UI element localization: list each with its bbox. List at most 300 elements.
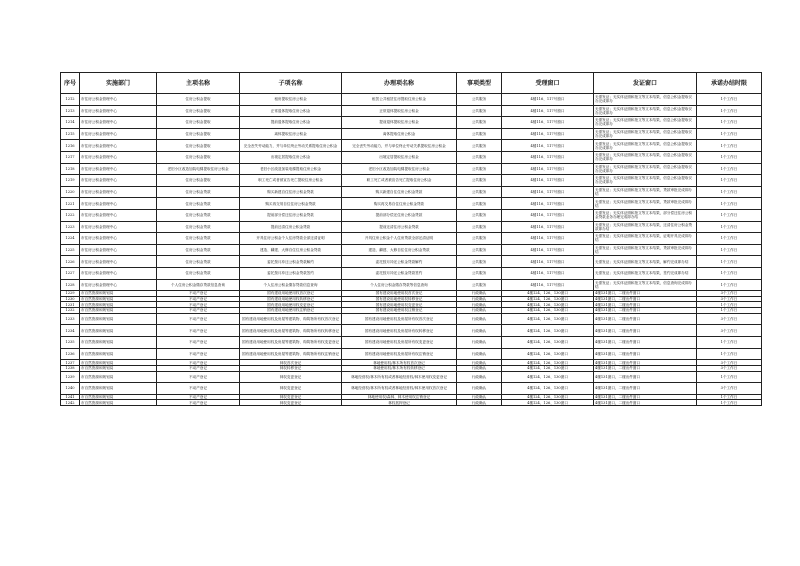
row-time-limit-cell: 1个工作日	[697, 348, 762, 360]
row-receive-window-cell: 4楼124、126、130窗口	[502, 394, 594, 400]
col-header-type: 事项类型	[457, 73, 502, 94]
row-time-limit-cell: 1个工作日	[697, 400, 762, 406]
row-cert-window-cell: 4楼131窗口，二楼出件窗口	[594, 337, 697, 349]
row-cert-window-cell: 无需发证；无实体证照和批文等文本结果，信息公积金提取仅办完成即办	[594, 163, 697, 175]
row-sub-item-cell: 国有建设用地使用权变更登记	[240, 302, 342, 308]
row-main-item-cell: 不动产登记	[157, 371, 240, 383]
row-time-limit-cell: 3个工作日	[697, 383, 762, 395]
row-sub-item-cell: 国有建设用地使用权及房屋等建筑物、构筑物所有权注销登记	[240, 348, 342, 360]
row-sub-item-cell: 正常退休提取住房公积金	[240, 105, 342, 117]
table-row	[61, 140, 762, 152]
row-no-cell: 1228	[61, 279, 80, 291]
row-sub-item-cell: 林权变更登记	[240, 371, 342, 383]
row-time-limit-cell: 3个工作日	[697, 365, 762, 371]
row-sub-item-cell: 国有建设用地使用权及房屋等建筑物、构筑物所有权首次登记	[240, 313, 342, 325]
row-no-cell: 1235	[61, 337, 80, 349]
row-main-item-cell: 不动产登记	[157, 360, 240, 366]
row-dept-cell: 市自然资源和规划局	[80, 348, 157, 360]
row-handling-item-cell: 租赁公共租赁住房提取住房公积金	[342, 94, 457, 106]
row-cert-window-cell: 4楼131窗口，二楼出件窗口	[594, 325, 697, 337]
row-cert-window-cell: 4楼131窗口，二楼出件窗口	[594, 308, 697, 314]
row-receive-window-cell: 4楼124、126、130窗口	[502, 360, 594, 366]
row-receive-window-cell: 4楼116、117号窗口	[502, 151, 594, 163]
row-receive-window-cell: 4楼124、126、130窗口	[502, 400, 594, 406]
row-dept-cell: 市自然资源和规划局	[80, 302, 157, 308]
row-receive-window-cell: 4楼124、126、130窗口	[502, 308, 594, 314]
row-time-limit-cell: 3个工作日	[697, 360, 762, 366]
row-dept-cell: 市自然资源和规划局	[80, 296, 157, 302]
row-time-limit-cell: 1个工作日	[697, 337, 762, 349]
row-handling-item-cell: 林地使用权/林木所有权首次登记	[342, 360, 457, 366]
row-sub-item-cell: 建造、翻建、大修自住住房公积金贷款	[240, 244, 342, 256]
row-main-item-cell: 住房公积金贷款	[157, 209, 240, 221]
row-sub-item-cell: 提前还清住房公积金贷款	[240, 221, 342, 233]
row-handling-item-cell: 国有建设用地使用权及房屋所有权转移登记	[342, 325, 457, 337]
row-time-limit-cell: 1个工作日	[697, 198, 762, 210]
row-handling-item-cell: 林地使用权/森林、林木使用权注销登记	[342, 394, 457, 400]
row-time-limit-cell: 3个工作日	[697, 291, 762, 297]
row-time-limit-cell: 1个工作日	[697, 209, 762, 221]
row-time-limit-cell: 1个工作日	[697, 302, 762, 308]
table-row	[61, 128, 762, 140]
table-row	[61, 163, 762, 175]
row-type-cell: 公共服务	[457, 163, 502, 175]
row-time-limit-cell: 1个工作日	[697, 151, 762, 163]
row-receive-window-cell: 4楼124、126、130窗口	[502, 302, 594, 308]
row-handling-item-cell: 离休提取住房公积金	[342, 128, 457, 140]
row-sub-item-cell: 提前部分偿还住房公积金贷款	[240, 209, 342, 221]
table-row	[61, 94, 762, 106]
row-type-cell: 行政确认	[457, 308, 502, 314]
row-no-cell: 1240	[61, 383, 80, 395]
col-header-time-limit: 承诺办结时限	[697, 73, 762, 94]
row-type-cell: 行政确认	[457, 348, 502, 360]
row-main-item-cell: 住房公积金贷款	[157, 233, 240, 245]
row-no-cell: 1229	[61, 291, 80, 297]
row-handling-item-cell: 国有建设用地使用权变更登记	[342, 302, 457, 308]
row-handling-item-cell: 林地经营权/林木所有权或者林地经营权/林木使用权变更登记	[342, 371, 457, 383]
row-sub-item-cell: 国有建设用地使用权及房屋等建筑物、构筑物所有权变更登记	[240, 337, 342, 349]
row-cert-window-cell: 无需发证；无实体证照和批文等文本结果，贷款审批完成即办结	[594, 198, 697, 210]
col-header-receive-window: 受理窗口	[502, 73, 594, 94]
row-cert-window-cell: 4楼131窗口，二楼出件窗口	[594, 291, 697, 297]
row-handling-item-cell: 国有建设用地使用权及房屋所有权变更登记	[342, 337, 457, 349]
row-type-cell: 公共服务	[457, 140, 502, 152]
row-cert-window-cell: 4楼131窗口，二楼出件窗口	[594, 365, 697, 371]
row-handling-item-cell: 个人住房公积金缴存贷款等信息查询	[342, 279, 457, 291]
row-time-limit-cell: 1个工作日	[697, 308, 762, 314]
row-cert-window-cell: 4楼131窗口，二楼出件窗口	[594, 302, 697, 308]
row-main-item-cell: 住房公积金提取	[157, 117, 240, 129]
row-cert-window-cell: 4楼131窗口，二楼出件窗口	[594, 394, 697, 400]
row-time-limit-cell: 1个工作日	[697, 221, 762, 233]
row-dept-cell: 市住房公积金管理中心	[80, 163, 157, 175]
row-receive-window-cell: 4楼116、117号窗口	[502, 140, 594, 152]
row-sub-item-cell: 国有建设用地使用权首次登记	[240, 291, 342, 297]
row-receive-window-cell: 4楼124、126、130窗口	[502, 348, 594, 360]
row-handling-item-cell: 国有建设用地使用权及房屋所有权首次登记	[342, 313, 457, 325]
row-dept-cell: 市自然资源和规划局	[80, 360, 157, 366]
table-row	[61, 279, 762, 291]
row-receive-window-cell: 4楼116、117号窗口	[502, 244, 594, 256]
row-handling-item-cell: 提前退休提取住房公积金	[342, 117, 457, 129]
row-dept-cell: 市住房公积金管理中心	[80, 128, 157, 140]
row-time-limit-cell: 1个工作日	[697, 394, 762, 400]
row-time-limit-cell: 1个工作日	[697, 371, 762, 383]
row-type-cell: 公共服务	[457, 221, 502, 233]
table-row	[61, 325, 762, 337]
row-type-cell: 行政确认	[457, 337, 502, 349]
row-type-cell: 公共服务	[457, 256, 502, 268]
row-main-item-cell: 老旧小区改造加装电梯提取住房公积金	[157, 163, 240, 175]
row-time-limit-cell: 1个工作日	[697, 128, 762, 140]
row-main-item-cell: 住房公积金提取	[157, 140, 240, 152]
row-time-limit-cell: 1个工作日	[697, 140, 762, 152]
row-no-cell: 1215	[61, 128, 80, 140]
row-handling-item-cell: 出境定居提取住房公积金	[342, 151, 457, 163]
row-dept-cell: 市住房公积金管理中心	[80, 151, 157, 163]
row-sub-item-cell: 职工死亡或者被宣告死亡提取住房公积金	[240, 175, 342, 187]
row-type-cell: 公共服务	[457, 117, 502, 129]
row-type-cell: 公共服务	[457, 233, 502, 245]
row-handling-item-cell: 国有建设用地使用权转移登记	[342, 296, 457, 302]
row-no-cell: 1222	[61, 209, 80, 221]
row-sub-item-cell: 林权变更登记	[240, 394, 342, 400]
row-receive-window-cell: 4楼124、126、130窗口	[502, 383, 594, 395]
row-no-cell: 1242	[61, 400, 80, 406]
row-main-item-cell: 住房公积金贷款	[157, 186, 240, 198]
row-handling-item-cell: 委托按月冲还公积金贷款解约	[342, 256, 457, 268]
row-cert-window-cell: 4楼131窗口，二楼出件窗口	[594, 348, 697, 360]
row-no-cell: 1217	[61, 151, 80, 163]
row-cert-window-cell: 无需发证；无实体证照和批文等文本结果，信息公积金提取仅办完成即办	[594, 151, 697, 163]
table-row	[61, 221, 762, 233]
row-handling-item-cell: 委托按月冲还公积金贷款签约	[342, 267, 457, 279]
row-handling-item-cell: 林地使用权/林木所有权转移登记	[342, 365, 457, 371]
table-row	[61, 233, 762, 245]
row-no-cell: 1226	[61, 256, 80, 268]
table-body	[61, 94, 762, 406]
row-cert-window-cell: 无需发证；无实体证照和批文等文本结果，签约完成即办结	[594, 267, 697, 279]
row-receive-window-cell: 4楼116、117号窗口	[502, 186, 594, 198]
row-no-cell: 1239	[61, 371, 80, 383]
row-type-cell: 公共服务	[457, 198, 502, 210]
row-main-item-cell: 住房公积金提取	[157, 94, 240, 106]
row-dept-cell: 市自然资源和规划局	[80, 365, 157, 371]
row-sub-item-cell: 委托按月冲还公积金贷款解约	[240, 256, 342, 268]
table-row	[61, 175, 762, 187]
table-row	[61, 267, 762, 279]
table-row	[61, 151, 762, 163]
row-main-item-cell: 不动产登记	[157, 348, 240, 360]
row-receive-window-cell: 4楼124、126、130窗口	[502, 337, 594, 349]
row-type-cell: 公共服务	[457, 151, 502, 163]
row-main-item-cell: 不动产登记	[157, 296, 240, 302]
row-no-cell: 1231	[61, 302, 80, 308]
row-receive-window-cell: 4楼124、126、130窗口	[502, 371, 594, 383]
row-type-cell: 行政确认	[457, 383, 502, 395]
row-sub-item-cell: 购买再交易自住住房公积金贷款	[240, 198, 342, 210]
row-dept-cell: 市自然资源和规划局	[80, 313, 157, 325]
table-row	[61, 186, 762, 198]
row-cert-window-cell: 无需发证；无实体证照和批文等文本结果，信息公积金提取仅办完成即办	[594, 128, 697, 140]
row-type-cell: 行政确认	[457, 371, 502, 383]
row-receive-window-cell: 4楼116、117号窗口	[502, 209, 594, 221]
row-main-item-cell: 住房公积金贷款	[157, 198, 240, 210]
row-sub-item-cell: 提前退休提取住房公积金	[240, 117, 342, 129]
row-dept-cell: 市住房公积金管理中心	[80, 244, 157, 256]
col-header-cert-window: 发证窗口	[594, 73, 697, 94]
row-main-item-cell: 不动产登记	[157, 291, 240, 297]
row-no-cell: 1216	[61, 140, 80, 152]
row-sub-item-cell: 完全丧失劳动能力，并与单位终止劳动关系提取住房公积金	[240, 140, 342, 152]
row-main-item-cell: 不动产登记	[157, 394, 240, 400]
row-dept-cell: 市住房公积金管理中心	[80, 233, 157, 245]
row-handling-item-cell: 正常退休提取住房公积金	[342, 105, 457, 117]
row-main-item-cell: 个人住房公积金缴存贷款信息查询	[157, 279, 240, 291]
row-sub-item-cell: 购买新建自住住房公积金贷款	[240, 186, 342, 198]
row-time-limit-cell: 3个工作日	[697, 325, 762, 337]
row-time-limit-cell: 1个工作日	[697, 163, 762, 175]
row-time-limit-cell: 1个工作日	[697, 244, 762, 256]
table-row	[61, 198, 762, 210]
row-dept-cell: 市住房公积金管理中心	[80, 221, 157, 233]
row-cert-window-cell: 4楼131窗口，二楼出件窗口	[594, 400, 697, 406]
table-row	[61, 256, 762, 268]
row-no-cell: 1224	[61, 233, 80, 245]
row-sub-item-cell: 委托按月冲还公积金贷款签约	[240, 267, 342, 279]
row-type-cell: 公共服务	[457, 175, 502, 187]
row-sub-item-cell: 国有建设用地使用权注销登记	[240, 308, 342, 314]
table-row	[61, 371, 762, 383]
table-row	[61, 244, 762, 256]
row-cert-window-cell: 无需发证；无实体证照和批文等文本结果，信息公积金提取仅办完成即办	[594, 175, 697, 187]
table-row	[61, 313, 762, 325]
row-handling-item-cell: 提前部分偿还住房公积金贷款	[342, 209, 457, 221]
row-main-item-cell: 不动产登记	[157, 308, 240, 314]
row-main-item-cell: 不动产登记	[157, 302, 240, 308]
row-dept-cell: 市住房公积金管理中心	[80, 198, 157, 210]
row-receive-window-cell: 4楼124、126、130窗口	[502, 325, 594, 337]
row-sub-item-cell: 国有建设用地使用权转移登记	[240, 296, 342, 302]
row-cert-window-cell: 无需发证；无实体证照和批文等文本结果，还清住房公积金贷款即办结	[594, 221, 697, 233]
row-dept-cell: 市自然资源和规划局	[80, 400, 157, 406]
row-main-item-cell: 住房公积金贷款	[157, 244, 240, 256]
row-handling-item-cell: 国有建设用地使用权注销登记	[342, 308, 457, 314]
row-dept-cell: 市自然资源和规划局	[80, 291, 157, 297]
row-cert-window-cell: 无需发证；无实体证照和批文等文本结果，证明开具完成即办结	[594, 233, 697, 245]
row-time-limit-cell: 1个工作日	[697, 117, 762, 129]
row-cert-window-cell: 无需发证；无实体证照和批文等文本结果，部分偿还住房公积金贷款业务办理完成即办结	[594, 209, 697, 221]
row-time-limit-cell: 1个工作日	[697, 279, 762, 291]
row-type-cell: 公共服务	[457, 128, 502, 140]
table-row	[61, 117, 762, 129]
row-handling-item-cell: 林地经营权/林木所有权或者林地经营权/林木使用权首次登记	[342, 383, 457, 395]
row-type-cell: 公共服务	[457, 94, 502, 106]
row-time-limit-cell: 3个工作日	[697, 313, 762, 325]
row-dept-cell: 市自然资源和规划局	[80, 308, 157, 314]
row-sub-item-cell: 开具住房公积金个人住房贷款全部还清证明	[240, 233, 342, 245]
table-row	[61, 105, 762, 117]
row-receive-window-cell: 4楼116、117号窗口	[502, 94, 594, 106]
row-dept-cell: 市住房公积金管理中心	[80, 175, 157, 187]
row-type-cell: 行政确认	[457, 360, 502, 366]
row-time-limit-cell: 1个工作日	[697, 267, 762, 279]
row-handling-item-cell: 国有建设用地使用权及房屋所有权注销登记	[342, 348, 457, 360]
row-cert-window-cell: 无需发证；无实体证照和批文等文本结果，贷款审批完成即办结	[594, 244, 697, 256]
row-type-cell: 行政确认	[457, 325, 502, 337]
row-receive-window-cell: 4楼124、126、130窗口	[502, 313, 594, 325]
row-receive-window-cell: 4楼116、117号窗口	[502, 175, 594, 187]
row-receive-window-cell: 4楼116、117号窗口	[502, 267, 594, 279]
row-receive-window-cell: 4楼124、126、130窗口	[502, 365, 594, 371]
row-main-item-cell: 住房公积金提取	[157, 105, 240, 117]
row-no-cell: 1223	[61, 221, 80, 233]
row-type-cell: 公共服务	[457, 186, 502, 198]
row-main-item-cell: 不动产登记	[157, 383, 240, 395]
row-main-item-cell: 住房公积金贷款	[157, 221, 240, 233]
row-cert-window-cell: 4楼131窗口，二楼出件窗口	[594, 360, 697, 366]
row-cert-window-cell: 4楼131窗口，二楼出件窗口	[594, 371, 697, 383]
row-receive-window-cell: 4楼116、117号窗口	[502, 105, 594, 117]
row-dept-cell: 市自然资源和规划局	[80, 394, 157, 400]
row-receive-window-cell: 4楼116、117号窗口	[502, 163, 594, 175]
row-cert-window-cell: 无需发证；无实体证照和批文等文本结果，信息公积金提取仅办完成即办	[594, 105, 697, 117]
row-handling-item-cell: 老旧小区改造加装电梯提取住房公积金	[342, 163, 457, 175]
row-type-cell: 行政确认	[457, 296, 502, 302]
row-main-item-cell: 不动产登记	[157, 337, 240, 349]
row-type-cell: 行政确认	[457, 302, 502, 308]
row-dept-cell: 市住房公积金管理中心	[80, 186, 157, 198]
row-sub-item-cell: 林权首次登记	[240, 360, 342, 366]
row-no-cell: 1230	[61, 296, 80, 302]
row-no-cell: 1233	[61, 313, 80, 325]
row-sub-item-cell: 出境定居提取住房公积金	[240, 151, 342, 163]
row-receive-window-cell: 4楼124、126、130窗口	[502, 296, 594, 302]
row-type-cell: 行政确认	[457, 291, 502, 297]
row-main-item-cell: 住房公积金贷款	[157, 256, 240, 268]
row-type-cell: 公共服务	[457, 267, 502, 279]
row-dept-cell: 市自然资源和规划局	[80, 371, 157, 383]
row-type-cell: 行政确认	[457, 313, 502, 325]
row-dept-cell: 市住房公积金管理中心	[80, 256, 157, 268]
row-no-cell: 1212	[61, 94, 80, 106]
row-main-item-cell: 不动产登记	[157, 365, 240, 371]
row-no-cell: 1241	[61, 394, 80, 400]
table-row	[61, 348, 762, 360]
row-no-cell: 1214	[61, 117, 80, 129]
row-receive-window-cell: 4楼116、117号窗口	[502, 256, 594, 268]
row-type-cell: 行政确认	[457, 365, 502, 371]
col-header-handling-item: 办理项名称	[342, 73, 457, 94]
row-time-limit-cell: 1个工作日	[697, 256, 762, 268]
row-handling-item-cell: 林权抵押登记	[342, 400, 457, 406]
row-cert-window-cell: 无需发证；无实体证照和批文等文本结果，解约完成即办结	[594, 256, 697, 268]
row-time-limit-cell: 1个工作日	[697, 186, 762, 198]
row-sub-item-cell: 国有建设用地使用权及房屋等建筑物、构筑物所有权转移登记	[240, 325, 342, 337]
row-no-cell: 1225	[61, 244, 80, 256]
services-table-sheet	[60, 72, 761, 406]
row-handling-item-cell: 提前还清住房公积金贷款	[342, 221, 457, 233]
table-header-row	[61, 73, 762, 94]
row-dept-cell: 市住房公积金管理中心	[80, 117, 157, 129]
row-cert-window-cell: 4楼131窗口，二楼出件窗口	[594, 296, 697, 302]
row-receive-window-cell: 4楼116、117号窗口	[502, 233, 594, 245]
row-cert-window-cell: 无需发证；无实体证照和批文等文本结果，贷款审批完成即办结	[594, 186, 697, 198]
row-dept-cell: 市住房公积金管理中心	[80, 94, 157, 106]
row-main-item-cell: 不动产登记	[157, 400, 240, 406]
row-dept-cell: 市住房公积金管理中心	[80, 267, 157, 279]
row-type-cell: 公共服务	[457, 244, 502, 256]
row-main-item-cell: 不动产登记	[157, 325, 240, 337]
table-row	[61, 209, 762, 221]
row-sub-item-cell: 离休提取住房公积金	[240, 128, 342, 140]
row-time-limit-cell: 1个工作日	[697, 105, 762, 117]
row-receive-window-cell: 4楼116、117号窗口	[502, 279, 594, 291]
row-type-cell: 公共服务	[457, 209, 502, 221]
row-dept-cell: 市住房公积金管理中心	[80, 105, 157, 117]
row-no-cell: 1238	[61, 365, 80, 371]
row-main-item-cell: 住房公积金提取	[157, 128, 240, 140]
row-main-item-cell: 不动产登记	[157, 313, 240, 325]
row-cert-window-cell: 无需发证；无实体证照和批文等文本结果，信息查询完成即办结	[594, 279, 697, 291]
row-no-cell: 1227	[61, 267, 80, 279]
table-row	[61, 337, 762, 349]
row-no-cell: 1232	[61, 308, 80, 314]
row-type-cell: 公共服务	[457, 105, 502, 117]
row-no-cell: 1234	[61, 325, 80, 337]
table-row	[61, 383, 762, 395]
row-dept-cell: 市自然资源和规划局	[80, 337, 157, 349]
row-time-limit-cell: 1个工作日	[697, 175, 762, 187]
table-row	[61, 400, 762, 406]
row-cert-window-cell: 无需发证；无实体证照和批文等文本结果，信息公积金提取仅办完成即办	[594, 94, 697, 106]
row-type-cell: 行政确认	[457, 400, 502, 406]
row-sub-item-cell: 租房提取住房公积金	[240, 94, 342, 106]
row-handling-item-cell: 完全丧失劳动能力，并与单位终止劳动关系提取住房公积金	[342, 140, 457, 152]
row-dept-cell: 市自然资源和规划局	[80, 325, 157, 337]
row-time-limit-cell: 1个工作日	[697, 94, 762, 106]
row-handling-item-cell: 开具住房公积金个人住房贷款全部还清证明	[342, 233, 457, 245]
row-sub-item-cell: 林权变更登记	[240, 400, 342, 406]
row-no-cell: 1236	[61, 348, 80, 360]
row-receive-window-cell: 4楼116、117号窗口	[502, 117, 594, 129]
row-type-cell: 行政确认	[457, 394, 502, 400]
row-receive-window-cell: 4楼116、117号窗口	[502, 221, 594, 233]
row-sub-item-cell: 个人住房公积金缴存贷款信息查询	[240, 279, 342, 291]
col-header-dept: 实施部门	[80, 73, 157, 94]
row-handling-item-cell: 购买新建自住住房公积金贷款	[342, 186, 457, 198]
row-main-item-cell: 住房公积金提取	[157, 175, 240, 187]
services-table	[60, 72, 762, 406]
row-cert-window-cell: 无需发证；无实体证照和批文等文本结果，信息公积金提取仅办完成即办	[594, 117, 697, 129]
row-sub-item-cell: 老旧小区改造加装电梯提取住房公积金	[240, 163, 342, 175]
row-type-cell: 公共服务	[457, 279, 502, 291]
col-header-no: 序号	[61, 73, 80, 94]
row-cert-window-cell: 4楼131窗口，二楼出件窗口	[594, 313, 697, 325]
col-header-main-item: 主项名称	[157, 73, 240, 94]
row-cert-window-cell: 无需发证；无实体证照和批文等文本结果，信息公积金提取仅办完成即办	[594, 140, 697, 152]
row-dept-cell: 市住房公积金管理中心	[80, 140, 157, 152]
row-no-cell: 1221	[61, 198, 80, 210]
row-receive-window-cell: 4楼116、117号窗口	[502, 198, 594, 210]
row-main-item-cell: 住房公积金贷款	[157, 267, 240, 279]
row-sub-item-cell: 林权变更登记	[240, 383, 342, 395]
row-no-cell: 1220	[61, 186, 80, 198]
row-no-cell: 1213	[61, 105, 80, 117]
row-cert-window-cell: 4楼131窗口，二楼出件窗口	[594, 383, 697, 395]
row-handling-item-cell: 建造、翻建、大修自住住房公积金贷款	[342, 244, 457, 256]
